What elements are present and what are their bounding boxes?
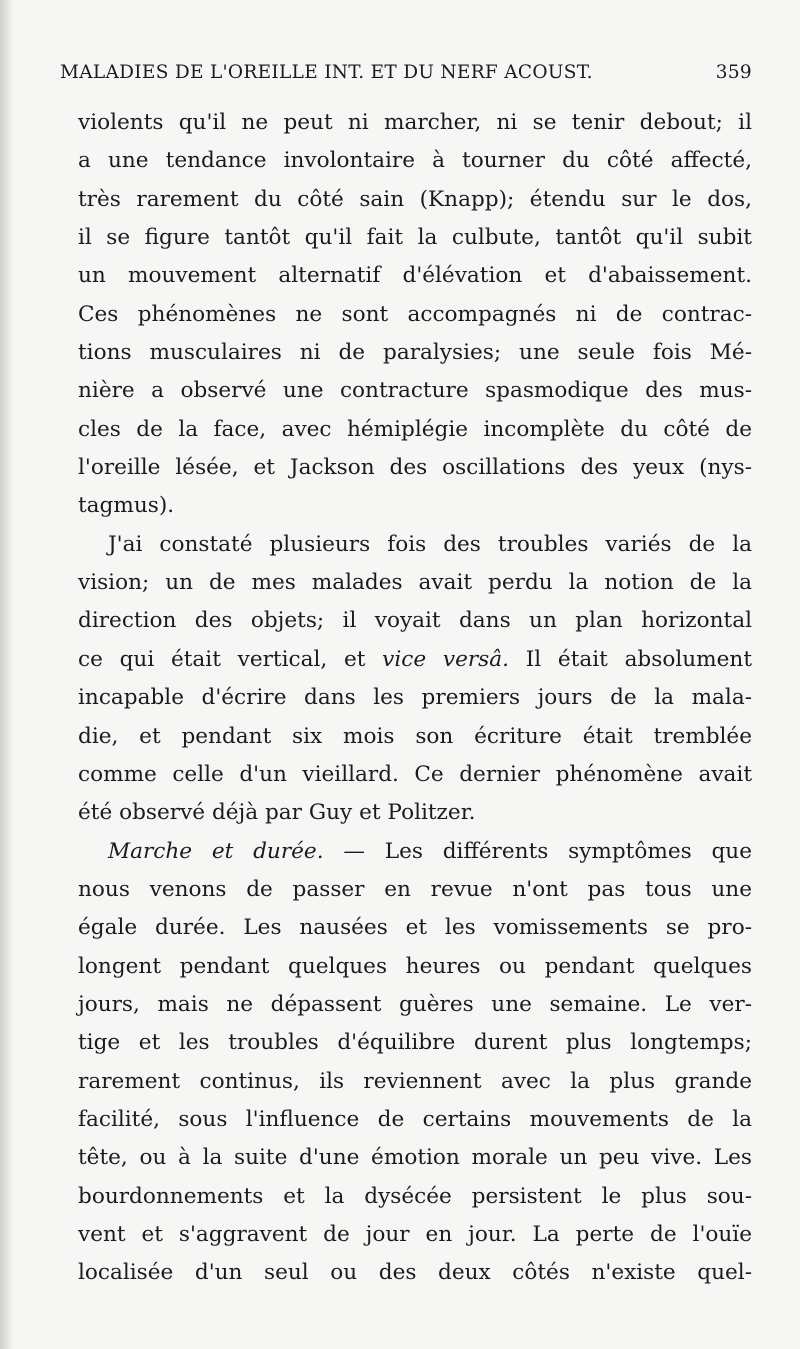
text-line-8: nière a observé une contracture spasmodique des mus- [78,378,752,404]
page-edge-shadow [0,0,14,1349]
text-line-30: vent et s'aggravent de jour en jour. La perte de l'ouïe [78,1221,752,1247]
text-line-1: violents qu'il ne peut ni marcher, ni se tenir debout; il [78,110,752,135]
text-line-18: comme celle d'un vieillard. Ce dernier phénomène avait [78,761,752,787]
text-line-16: incapable d'écrire dans les premiers jours de la mala- [78,685,752,711]
text-line-28: tête, ou à la suite d'une émotion morale un peu vive. Les [78,1145,752,1171]
text-line-29: bourdonnements et la dysécée persistent le plus sou- [78,1183,752,1209]
text-line-27: facilité, sous l'influence de certains mouvements de la [78,1106,752,1132]
text-line-3: très rarement du côté sain (Knapp); étendu sur le dos, [78,186,752,212]
text-line-10: l'oreille lésée, et Jackson des oscillations des yeux (nys- [78,455,752,481]
text-line-14: direction des objets; il voyait dans un plan horizontal [78,608,752,634]
section-heading: Marche et durée. [108,838,324,864]
running-header [60,62,752,90]
text-line-23: longent pendant quelques heures ou pendant quelques [78,953,752,979]
text-fragment: Il était absolument [509,646,752,672]
text-line-7: tions musculaires ni de paralysies; une seule fois Mé- [78,340,752,366]
text-fragment: — Les différents symptômes que [323,838,752,864]
text-line-25: tige et les troubles d'équilibre durent plus longtemps; [78,1030,752,1056]
text-line-12: J'ai constaté plusieurs fois des troubles variés de la [108,531,752,557]
italic-phrase: vice versâ. [382,646,510,672]
page-number: 359 [715,62,752,83]
text-line-9: cles de la face, avec hémiplégie incomplète du côté de [78,416,752,442]
text-line-26: rarement continus, ils reviennent avec la plus grande [78,1068,752,1094]
text-line-6: Ces phénomènes ne sont accompagnés ni de contrac- [78,301,752,327]
page-body [78,104,752,1293]
text-line-31: localisée d'un seul ou des deux côtés n'existe quel- [78,1260,752,1286]
text-line-13: vision; un de mes malades avait perdu la notion de la [78,570,752,596]
text-line-19: été observé déjà par Guy et Politzer. [78,800,476,826]
text-line-21: nous venons de passer en revue n'ont pas tous une [78,876,752,902]
text-line-24: jours, mais ne dépassent guères une semaine. Le ver- [78,991,752,1017]
text-line-4: il se figure tantôt qu'il fait la culbute, tantôt qu'il subit [78,225,752,251]
text-line-22: égale durée. Les nausées et les vomissements se pro- [78,915,752,941]
text-fragment: ce qui était vertical, et [78,646,383,672]
text-line-17: die, et pendant six mois son écriture était tremblée [78,723,752,749]
text-line-11: tagmus). [78,493,175,519]
text-line-2: a une tendance involontaire à tourner du côté affecté, [78,148,752,174]
running-title: MALADIES DE L'OREILLE INT. ET DU NERF ACOUST. [60,62,593,83]
text-line-20 [78,833,752,871]
text-line-15 [78,641,752,679]
text-line-5: un mouvement alternatif d'élévation et d'abaissement. [78,263,752,289]
